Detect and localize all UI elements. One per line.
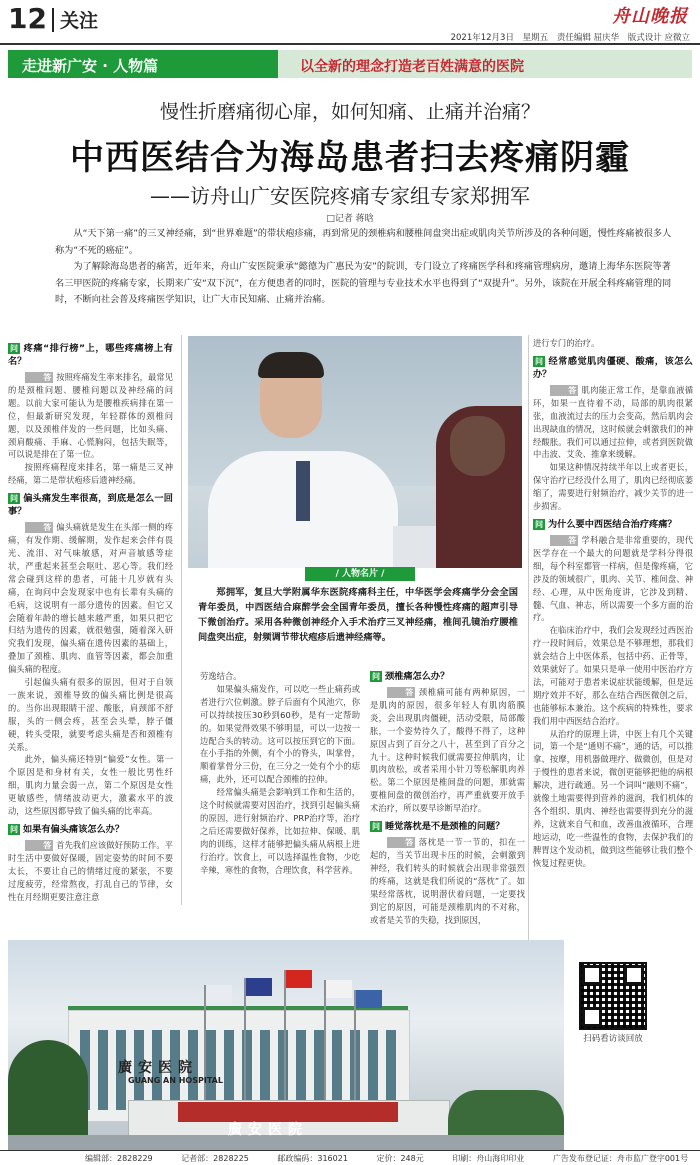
column-divider [528, 335, 529, 945]
footer-postcode: 邮政编码：316021 [277, 1154, 348, 1163]
qr-finder-pattern [582, 1007, 602, 1027]
patient-head-blurred [450, 416, 505, 476]
middle-column-1 [200, 670, 360, 877]
question-heading [8, 492, 173, 518]
article-headline: 中西医结合为海岛患者扫去疼痛阴霾 [70, 138, 630, 178]
doctor-photo [188, 336, 522, 568]
profile-tag: / 人物名片 / [335, 569, 385, 579]
answer-paragraph: 答 落枕是一节一节的，扣在一起的，当关节出现卡压的时候，会刺激到神经，我们转头的时候就会出现非常强烈的疼痛，这就是我们所说的“落枕”了。如果经常落枕，说明潜伏着问题，一定要找到它的原因，可能是颈椎肌肉的不对称，或者是关节的失稳，找到原因， [370, 837, 525, 925]
profile-text: 郑拥军，复旦大学附属华东医院疼痛科主任，中华医学会疼痛学分会全国青年委员，中西医结合麻醉学会全国青年委员，擅长各种慢性疼痛的超声引导下微创治疗。采用各种微创神经介入手术治疗三叉神经痛，椎间孔镜治疗腰椎间盘突出症，射频调节带状疱疹后遗神经痛等。 [198, 587, 518, 643]
qr-finder-pattern [624, 965, 644, 985]
body-paragraph: 在临床治疗中，我们会发现经过西医治疗一段时间后，效果总是不够理想，那我们就会结合上中医体系，包括中药、正骨等，效果就好了。如果只是单一使用中医治疗方法，可能对于患者来说症状能缓解，但是远期疗效并不好，那么在结合西医微创之后，也能够标本兼治。这个疾病的特殊性，要求我们用中西医结合治疗。 [533, 625, 693, 726]
answer-tag: 答 [25, 522, 54, 533]
answer-paragraph: 答 按照疼痛发生率来排名，最常见的是颈椎问题、腰椎问题以及神经痛的问题。以前大家可能认为是腰椎疾病排在第一位，但最新研究发现，年轻群体的颈椎问题，以及颈椎伴发的一些问题，比如头痛、颈肩酸痛、手麻、心慌胸闷，包括失眠等，可以说是排在了第一位。 [8, 372, 173, 460]
column-name: 走进新广安 · 人物篇 [22, 57, 159, 75]
intro-paragraph: 从“天下第一痛”的三叉神经痛，到“世界难题”的带状疱疹痛，再到常见的颈椎病和腰椎间盘突出症或肌肉关节所涉及的各种问题，慢性疼痛被很多人称为“不死的癌症”。 [55, 228, 672, 256]
question-heading [8, 823, 173, 836]
answer-tag: 答 [387, 837, 416, 848]
question-tag: 问 [535, 519, 543, 529]
newspaper-logo: 舟山晚报 [612, 6, 688, 27]
body-paragraph: 如果偏头痛发作，可以吃一些止痛药或者进行穴位刺激。脖子后面有个风池穴，你可以持续按压30秒到60秒，是有一定帮助的。如果觉得效果不够明显，可以一边按一边配合头的转动。这可以按压到它的下面。在小手指的外侧，有个小的脊头，叫掌骨，顺着掌骨分三份，在三分之一处有个小的痣痛，此外，还可以配合颈椎的拉伸。 [200, 683, 360, 785]
masthead-rule [0, 43, 700, 45]
question-heading [533, 518, 693, 531]
footer-edit-phone: 编辑部：2828229 [85, 1154, 153, 1163]
body-paragraph: 按照疼痛程度来排名，第一痛是三叉神经痛，第二是带状疱疹后遗神经痛。 [8, 462, 173, 486]
intro-paragraph: 为了解除海岛患者的痛苦，近年来，舟山广安医院秉承“懿德为广惠民为安”的院训，专门设立了疼痛医学科和疼痛管理病房，邀请上海华东医院等著名三甲医院的疼痛专家，长期来广安“双下沉”，在方便患者的同时，医院的管理与专业技术水平也得到了“双提升”。另外，该院在开展全科疼痛管理的同时，不断向社会普及疼痛医学知识，让广大市民知痛、止痛并治痛。 [55, 261, 672, 305]
question-heading [533, 355, 693, 381]
article-kicker: 慢性折磨痛彻心扉，如何知痛、止痛并治痛？ [159, 101, 540, 123]
answer-tag: 答 [25, 372, 54, 383]
question-text: 睡觉落枕是不是颈椎的问题？ [385, 821, 505, 833]
issue-designer: 版式设计 应微立 [627, 33, 690, 43]
footer-ad-license: 广告发布登记证：舟市监广登字001号 [552, 1154, 689, 1163]
right-column [533, 337, 693, 870]
question-tag: 问 [10, 344, 18, 353]
answer-tag: 答 [550, 385, 579, 396]
qr-caption: 扫码看访谈回放 [583, 1034, 643, 1044]
question-text: 如果有偏头痛该怎么办？ [23, 824, 125, 835]
tree [8, 1040, 88, 1150]
body-paragraph: 劳逸结合。 [200, 671, 242, 681]
gate-sign: 廣安医院 [228, 1122, 308, 1138]
answer-tag: 答 [25, 840, 54, 851]
issue-date: 2021年12月3日 [450, 33, 514, 43]
building-sign: 廣安医院 [118, 1060, 198, 1076]
question-tag: 问 [372, 672, 380, 681]
answer-paragraph: 答 肌肉能正常工作，是靠血液循环，如果一直待着不动，局部的肌肉很紧张，血液流过去的压力会变高，然后肌肉会出现缺血的情况，这时候就会刺激我们的神经酸胀。我们可以通过拉伸，或者到医院做中击波、艾灸、推拿来缓解。 [533, 384, 693, 460]
issue-weekday: 星期五 [522, 33, 549, 43]
page-number: 12 [8, 2, 47, 35]
column-divider [181, 335, 182, 905]
question-text: 疼痛“排行榜”上，哪些疼痛榜上有名？ [8, 343, 173, 367]
question-tag: 问 [10, 494, 18, 504]
answer-tag: 答 [387, 687, 416, 698]
left-column [8, 337, 173, 904]
body-paragraph: 如果这种情况持续半年以上或者更长，保守治疗已经没什么用了，肌肉已经彻底萎缩了，需要进行射频治疗，减少关节的进一步损害。 [533, 462, 693, 512]
issue-meta [445, 31, 690, 43]
question-tag: 问 [535, 356, 543, 366]
question-text: 颈椎痛怎么办？ [385, 671, 450, 682]
answer-paragraph: 答 首先我们应该做好预防工作。平时生活中要做好保暖，固定姿势的时间不要太长，不要让自己的情绪过度的紧张，不要过度疲劳，经常熬夜，打乱自己的节律，女性在月经期更要注意注意 [8, 840, 173, 902]
question-tag: 问 [10, 825, 18, 834]
flag [326, 980, 352, 998]
body-paragraph: 经常偏头痛是会影响到工作和生活的，这个时候就需要对因治疗，找到引起偏头痛的原因，进行射频治疗、PRP治疗等，治疗之后还需要做好保养，比如拉伸、保暖、肌肉的训练，这样才能够把偏头痛从病根上进行治疗。饮食上，可以选择温性食物，少吃辛辣，寒性的食物，合理饮食，科学营养。 [200, 787, 360, 875]
qr-finder-pattern [582, 965, 602, 985]
question-text: 为什么要中西医结合治疗疼痛？ [548, 518, 677, 530]
question-heading [370, 670, 525, 683]
article-byline: □记者 蒋晗 [326, 214, 374, 224]
flag [206, 985, 232, 1003]
body-paragraph: 引起偏头痛有很多的原因，但对于自领一族来说，颈椎导致的偏头痛比例是很高的。当你出现眼睛干涩、酸胀，肩颈部不舒服，头的一侧会疼，甚至会头晕，脖子僵硬，转头受限，就要考虑头痛是否和颈椎有关系。 [8, 677, 173, 752]
footer-printer: 印刷：舟山海印印业 [452, 1154, 525, 1163]
answer-paragraph: 答 颈椎痛可能有两种原因，一是肌肉的原因，很多年轻人有肌肉筋膜炎，会出现肌肉僵硬，活动受限，局部酸胀，一个姿势待久了，酸得不得了，这种原因占到了百分之八十，甚至到了百分之九十。这种时候我们就需要拉伸肌肉，让肌肉放松，或者采用小针刀等松解肌肉养松。第二个原因是椎间盘的问题，那就需要椎间盘的微创治疗，再严重就要开放手术治疗，所以要早诊断早治疗。 [370, 687, 525, 814]
question-heading [370, 820, 525, 833]
article-intro [55, 226, 680, 309]
question-tag: 问 [372, 822, 380, 832]
profile-caption [198, 585, 518, 645]
answer-paragraph: 答 偏头痛就是发生在头部一侧的疼痛，有发作期、缓解期，发作起来会伴有畏光、流泪、对气味敏感，对声音敏感等症状，严重起来甚至会呕吐、恶心等。我们经常会碰到这样的患者，可能十几岁就有头痛，在询问中会发现家中也有长辈有头痛的毛病，这说明有一部分遗传的因素。但它又会随着年龄的增长越来越严重，如果只把它归结为遗传的因素，就很勉强，随着深入研究我们发现，偏头痛在遗传因素的基础上，叠加了颈椎、肌肉、血管等因素，都会加重偏头痛的程度。 [8, 522, 173, 675]
flag [286, 970, 312, 988]
question-heading [8, 342, 173, 368]
footer-price: 定价：248元 [376, 1154, 424, 1163]
middle-column-2 [370, 670, 525, 926]
slogan-text: 以全新的理念打造老百姓满意的医院 [300, 59, 524, 75]
body-paragraph: 此外，偏头痛还特别“偏爱”女性。第一个原因是和身材有关，女性一般比男性纤细，肌肉力量会弱一点，第二个原因是女性更敏感些，情绪波动更大，激素水平的波动，这些原因都导致了偏头痛的比率高。 [8, 754, 173, 817]
footer-info [85, 1153, 700, 1164]
body-paragraph: 从治疗的原理上讲，中医上有几个关键词，第一个是“通则不痛”，通的话，可以推拿、按摩，用机器做理疗、做微创，但是对于慢性的患者来说，微创更能够把他的病根解决，进行疏通。另一个词叫“融则不痛”，就像土地需要得到营养的滋润，我们机体的各个组织、肌肉、神经也需要得到充分的滋养，这就来自气和血，改善血液循环，合理地运动，吃一些温性的食物，去保护我们的脾胃这个发动机，做到这些能够让我们整个恢复过程更快。 [533, 728, 693, 868]
question-text: 偏头痛发生率很高，到底是怎么一回事？ [8, 493, 173, 518]
footer-reporter-phone: 记者部：2828225 [181, 1154, 249, 1163]
section-title: 关注 [60, 10, 99, 32]
doctor-hair [258, 352, 324, 378]
question-text: 经常感觉肌肉僵硬、酸痛，该怎么办？ [533, 355, 693, 380]
article-subheadline: ——访舟山广安医院疼痛专家组专家郑拥军 [150, 184, 530, 208]
qr-code[interactable] [579, 962, 647, 1030]
flag [356, 990, 382, 1008]
answer-paragraph: 答 学科融合是非常重要的，现代医学存在一个最大的问题就是学科分得很细，每个科室都管一样病，但是像疼痛，它涉及的领域很广，肌肉、关节、椎间盘、神经、心理，从中医角度讲，它涉及到精、髓、气血、神志，所以需要一个多方面的治疗。 [533, 534, 693, 623]
doctor-tie [296, 461, 310, 521]
answer-tag: 答 [550, 535, 579, 546]
flag [246, 978, 272, 996]
issue-editor: 责任编辑 屈庆华 [556, 33, 620, 43]
building-sign-english: GUANG AN HOSPITAL [128, 1076, 223, 1085]
page-number-divider [52, 8, 54, 32]
footer-rule [0, 1150, 700, 1151]
body-paragraph: 进行专门的治疗。 [533, 338, 600, 348]
